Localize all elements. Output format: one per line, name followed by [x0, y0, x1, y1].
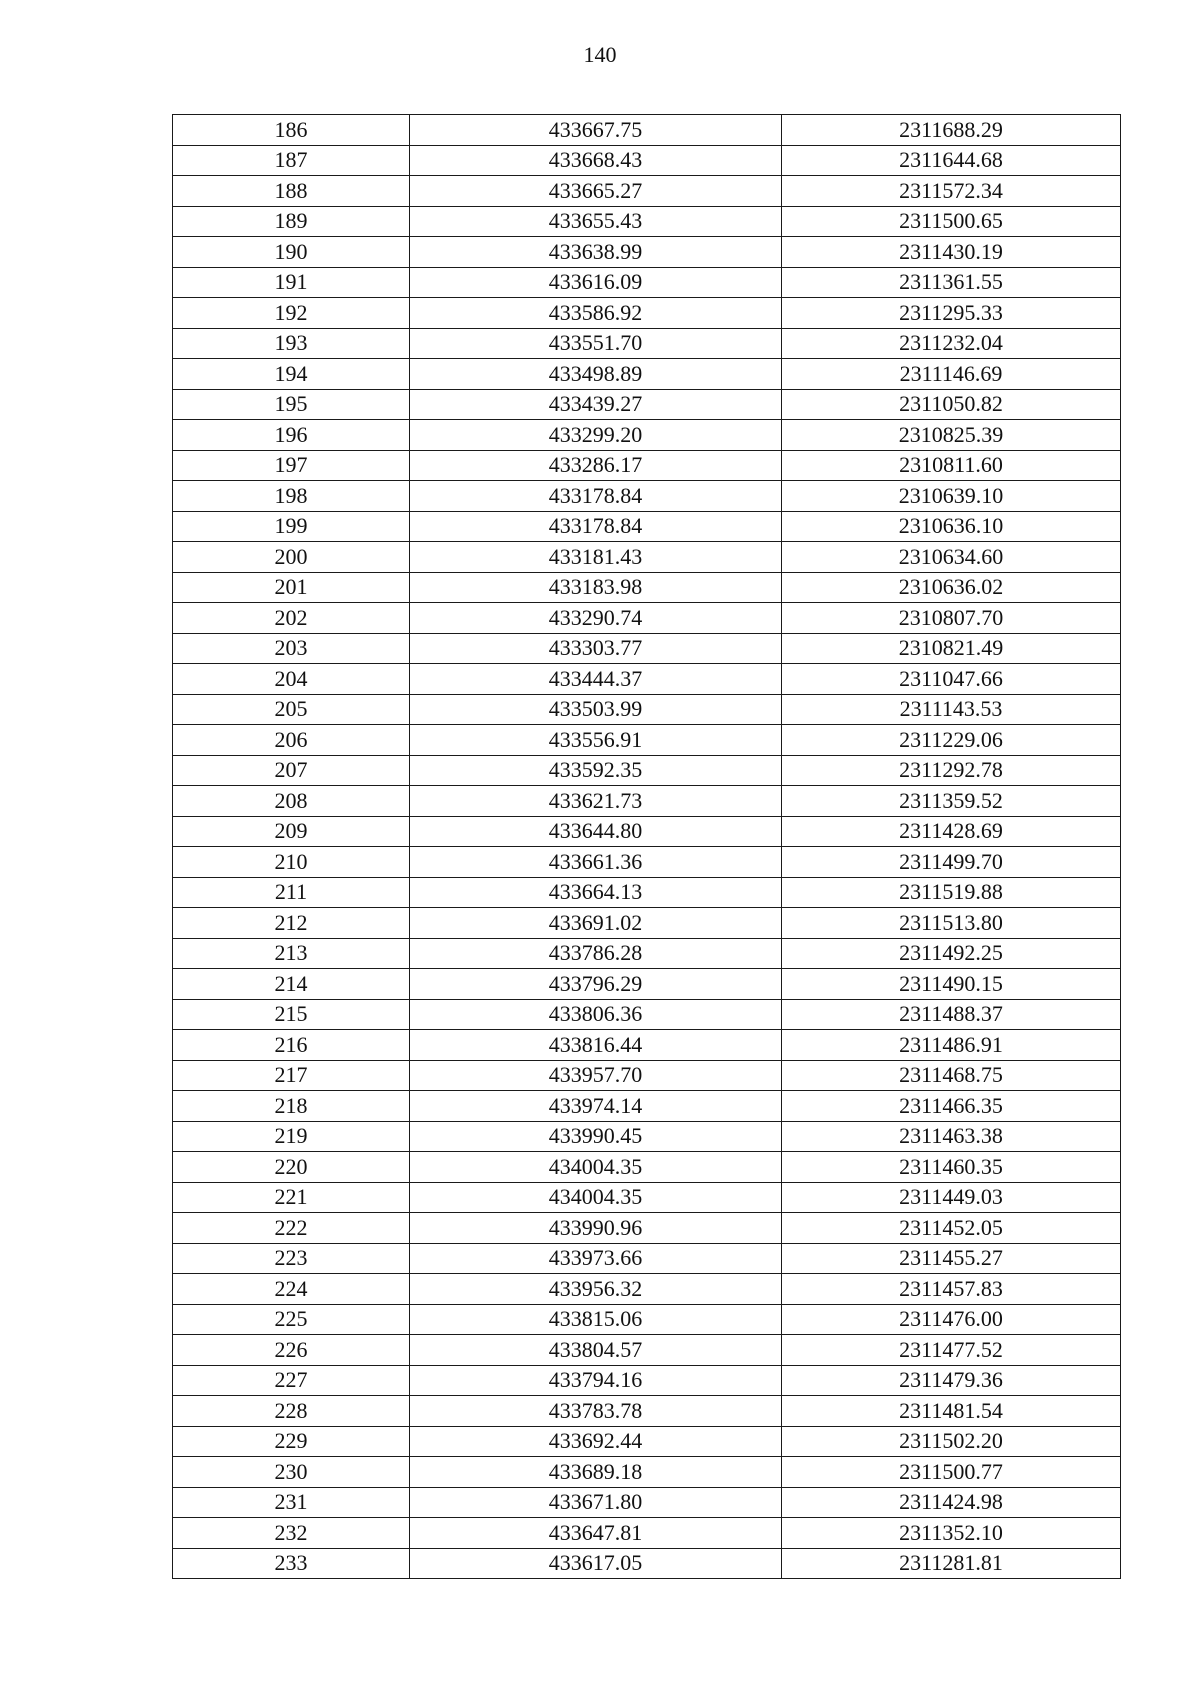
- table-row: [173, 633, 1121, 664]
- x-coordinate-cell: 433816.44: [410, 1030, 782, 1061]
- y-coordinate-cell: 2311455.27: [782, 1243, 1121, 1274]
- point-number-cell: 189: [173, 206, 410, 237]
- y-coordinate-cell: 2310807.70: [782, 603, 1121, 634]
- table-row: [173, 969, 1121, 1000]
- y-coordinate-cell: 2311229.06: [782, 725, 1121, 756]
- y-coordinate-cell: 2311502.20: [782, 1426, 1121, 1457]
- point-number-cell: 206: [173, 725, 410, 756]
- y-coordinate-cell: 2311481.54: [782, 1396, 1121, 1427]
- x-coordinate-cell: 433498.89: [410, 359, 782, 390]
- table-row: [173, 1457, 1121, 1488]
- y-coordinate-cell: 2311143.53: [782, 694, 1121, 725]
- table-row: [173, 694, 1121, 725]
- y-coordinate-cell: 2311468.75: [782, 1060, 1121, 1091]
- point-number-cell: 191: [173, 267, 410, 298]
- x-coordinate-cell: 433503.99: [410, 694, 782, 725]
- x-coordinate-cell: 433804.57: [410, 1335, 782, 1366]
- x-coordinate-cell: 433957.70: [410, 1060, 782, 1091]
- y-coordinate-cell: 2311499.70: [782, 847, 1121, 878]
- table-row: [173, 877, 1121, 908]
- point-number-cell: 224: [173, 1274, 410, 1305]
- point-number-cell: 210: [173, 847, 410, 878]
- y-coordinate-cell: 2311477.52: [782, 1335, 1121, 1366]
- point-number-cell: 186: [173, 115, 410, 146]
- x-coordinate-cell: 433178.84: [410, 481, 782, 512]
- y-coordinate-cell: 2310636.10: [782, 511, 1121, 542]
- x-coordinate-cell: 433661.36: [410, 847, 782, 878]
- y-coordinate-cell: 2311460.35: [782, 1152, 1121, 1183]
- x-coordinate-cell: 433956.32: [410, 1274, 782, 1305]
- table-row: [173, 908, 1121, 939]
- point-number-cell: 194: [173, 359, 410, 390]
- point-number-cell: 230: [173, 1457, 410, 1488]
- point-number-cell: 225: [173, 1304, 410, 1335]
- table-row: [173, 1548, 1121, 1579]
- y-coordinate-cell: 2311466.35: [782, 1091, 1121, 1122]
- y-coordinate-cell: 2311572.34: [782, 176, 1121, 207]
- y-coordinate-cell: 2311500.77: [782, 1457, 1121, 1488]
- point-number-cell: 229: [173, 1426, 410, 1457]
- y-coordinate-cell: 2311688.29: [782, 115, 1121, 146]
- x-coordinate-cell: 433691.02: [410, 908, 782, 939]
- x-coordinate-cell: 433974.14: [410, 1091, 782, 1122]
- table-row: [173, 1213, 1121, 1244]
- point-number-cell: 187: [173, 145, 410, 176]
- x-coordinate-cell: 433665.27: [410, 176, 782, 207]
- point-number-cell: 233: [173, 1548, 410, 1579]
- y-coordinate-cell: 2310821.49: [782, 633, 1121, 664]
- x-coordinate-cell: 433586.92: [410, 298, 782, 329]
- y-coordinate-cell: 2311352.10: [782, 1518, 1121, 1549]
- table-row: [173, 1274, 1121, 1305]
- point-number-cell: 212: [173, 908, 410, 939]
- x-coordinate-cell: 433551.70: [410, 328, 782, 359]
- point-number-cell: 190: [173, 237, 410, 268]
- x-coordinate-cell: 433617.05: [410, 1548, 782, 1579]
- x-coordinate-cell: 433668.43: [410, 145, 782, 176]
- point-number-cell: 202: [173, 603, 410, 634]
- point-number-cell: 218: [173, 1091, 410, 1122]
- point-number-cell: 228: [173, 1396, 410, 1427]
- point-number-cell: 205: [173, 694, 410, 725]
- y-coordinate-cell: 2311463.38: [782, 1121, 1121, 1152]
- x-coordinate-cell: 433439.27: [410, 389, 782, 420]
- point-number-cell: 222: [173, 1213, 410, 1244]
- y-coordinate-cell: 2311295.33: [782, 298, 1121, 329]
- point-number-cell: 199: [173, 511, 410, 542]
- x-coordinate-cell: 433556.91: [410, 725, 782, 756]
- y-coordinate-cell: 2310811.60: [782, 450, 1121, 481]
- y-coordinate-cell: 2311500.65: [782, 206, 1121, 237]
- x-coordinate-cell: 433973.66: [410, 1243, 782, 1274]
- table-row: [173, 328, 1121, 359]
- table-row: [173, 1152, 1121, 1183]
- table-row: [173, 450, 1121, 481]
- point-number-cell: 209: [173, 816, 410, 847]
- x-coordinate-cell: 433655.43: [410, 206, 782, 237]
- x-coordinate-cell: 433638.99: [410, 237, 782, 268]
- table-row: [173, 786, 1121, 817]
- table-row: [173, 298, 1121, 329]
- x-coordinate-cell: 433783.78: [410, 1396, 782, 1427]
- point-number-cell: 211: [173, 877, 410, 908]
- point-number-cell: 207: [173, 755, 410, 786]
- table-row: [173, 1396, 1121, 1427]
- x-coordinate-cell: 433592.35: [410, 755, 782, 786]
- coordinate-table-body: [173, 115, 1121, 1579]
- point-number-cell: 232: [173, 1518, 410, 1549]
- y-coordinate-cell: 2311476.00: [782, 1304, 1121, 1335]
- point-number-cell: 231: [173, 1487, 410, 1518]
- table-row: [173, 267, 1121, 298]
- x-coordinate-cell: 433647.81: [410, 1518, 782, 1549]
- table-row: [173, 1091, 1121, 1122]
- table-row: [173, 1243, 1121, 1274]
- table-row: [173, 176, 1121, 207]
- y-coordinate-cell: 2311479.36: [782, 1365, 1121, 1396]
- point-number-cell: 201: [173, 572, 410, 603]
- x-coordinate-cell: 433644.80: [410, 816, 782, 847]
- table-row: [173, 664, 1121, 695]
- table-row: [173, 511, 1121, 542]
- x-coordinate-cell: 433621.73: [410, 786, 782, 817]
- x-coordinate-cell: 433664.13: [410, 877, 782, 908]
- table-row: [173, 1426, 1121, 1457]
- table-row: [173, 542, 1121, 573]
- point-number-cell: 219: [173, 1121, 410, 1152]
- x-coordinate-cell: 434004.35: [410, 1182, 782, 1213]
- table-row: [173, 816, 1121, 847]
- y-coordinate-cell: 2311449.03: [782, 1182, 1121, 1213]
- x-coordinate-cell: 433692.44: [410, 1426, 782, 1457]
- y-coordinate-cell: 2311644.68: [782, 145, 1121, 176]
- y-coordinate-cell: 2311492.25: [782, 938, 1121, 969]
- x-coordinate-cell: 433794.16: [410, 1365, 782, 1396]
- table-row: [173, 1518, 1121, 1549]
- point-number-cell: 214: [173, 969, 410, 1000]
- table-row: [173, 1365, 1121, 1396]
- y-coordinate-cell: 2311050.82: [782, 389, 1121, 420]
- table-row: [173, 1030, 1121, 1061]
- table-row: [173, 1060, 1121, 1091]
- point-number-cell: 216: [173, 1030, 410, 1061]
- x-coordinate-cell: 433183.98: [410, 572, 782, 603]
- x-coordinate-cell: 433815.06: [410, 1304, 782, 1335]
- y-coordinate-cell: 2311359.52: [782, 786, 1121, 817]
- x-coordinate-cell: 433299.20: [410, 420, 782, 451]
- table-row: [173, 420, 1121, 451]
- y-coordinate-cell: 2311490.15: [782, 969, 1121, 1000]
- x-coordinate-cell: 433990.45: [410, 1121, 782, 1152]
- point-number-cell: 193: [173, 328, 410, 359]
- point-number-cell: 215: [173, 999, 410, 1030]
- y-coordinate-cell: 2310634.60: [782, 542, 1121, 573]
- point-number-cell: 195: [173, 389, 410, 420]
- point-number-cell: 221: [173, 1182, 410, 1213]
- y-coordinate-cell: 2311488.37: [782, 999, 1121, 1030]
- point-number-cell: 217: [173, 1060, 410, 1091]
- point-number-cell: 203: [173, 633, 410, 664]
- point-number-cell: 198: [173, 481, 410, 512]
- point-number-cell: 192: [173, 298, 410, 329]
- coordinate-table: [172, 114, 1121, 1579]
- y-coordinate-cell: 2311513.80: [782, 908, 1121, 939]
- x-coordinate-cell: 433671.80: [410, 1487, 782, 1518]
- y-coordinate-cell: 2311232.04: [782, 328, 1121, 359]
- y-coordinate-cell: 2311361.55: [782, 267, 1121, 298]
- x-coordinate-cell: 433181.43: [410, 542, 782, 573]
- x-coordinate-cell: 433806.36: [410, 999, 782, 1030]
- table-row: [173, 572, 1121, 603]
- table-row: [173, 999, 1121, 1030]
- y-coordinate-cell: 2311430.19: [782, 237, 1121, 268]
- point-number-cell: 208: [173, 786, 410, 817]
- page-number: 140: [583, 42, 617, 67]
- y-coordinate-cell: 2310636.02: [782, 572, 1121, 603]
- y-coordinate-cell: 2311486.91: [782, 1030, 1121, 1061]
- table-row: [173, 206, 1121, 237]
- point-number-cell: 200: [173, 542, 410, 573]
- y-coordinate-cell: 2311292.78: [782, 755, 1121, 786]
- table-row: [173, 145, 1121, 176]
- y-coordinate-cell: 2310639.10: [782, 481, 1121, 512]
- point-number-cell: 227: [173, 1365, 410, 1396]
- table-row: [173, 1335, 1121, 1366]
- x-coordinate-cell: 433990.96: [410, 1213, 782, 1244]
- table-row: [173, 389, 1121, 420]
- y-coordinate-cell: 2311047.66: [782, 664, 1121, 695]
- table-row: [173, 1487, 1121, 1518]
- x-coordinate-cell: 433290.74: [410, 603, 782, 634]
- table-row: [173, 359, 1121, 390]
- table-row: [173, 115, 1121, 146]
- point-number-cell: 226: [173, 1335, 410, 1366]
- table-row: [173, 1304, 1121, 1335]
- point-number-cell: 196: [173, 420, 410, 451]
- point-number-cell: 213: [173, 938, 410, 969]
- point-number-cell: 220: [173, 1152, 410, 1183]
- table-row: [173, 755, 1121, 786]
- x-coordinate-cell: 433689.18: [410, 1457, 782, 1488]
- table-row: [173, 237, 1121, 268]
- y-coordinate-cell: 2311146.69: [782, 359, 1121, 390]
- x-coordinate-cell: 433616.09: [410, 267, 782, 298]
- point-number-cell: 188: [173, 176, 410, 207]
- x-coordinate-cell: 433796.29: [410, 969, 782, 1000]
- table-row: [173, 603, 1121, 634]
- y-coordinate-cell: 2311428.69: [782, 816, 1121, 847]
- table-row: [173, 847, 1121, 878]
- point-number-cell: 197: [173, 450, 410, 481]
- point-number-cell: 223: [173, 1243, 410, 1274]
- y-coordinate-cell: 2311519.88: [782, 877, 1121, 908]
- y-coordinate-cell: 2311452.05: [782, 1213, 1121, 1244]
- point-number-cell: 204: [173, 664, 410, 695]
- y-coordinate-cell: 2311281.81: [782, 1548, 1121, 1579]
- y-coordinate-cell: 2310825.39: [782, 420, 1121, 451]
- x-coordinate-cell: 433286.17: [410, 450, 782, 481]
- x-coordinate-cell: 433303.77: [410, 633, 782, 664]
- table-row: [173, 1121, 1121, 1152]
- table-row: [173, 1182, 1121, 1213]
- x-coordinate-cell: 433444.37: [410, 664, 782, 695]
- x-coordinate-cell: 433178.84: [410, 511, 782, 542]
- table-row: [173, 725, 1121, 756]
- x-coordinate-cell: 433786.28: [410, 938, 782, 969]
- x-coordinate-cell: 433667.75: [410, 115, 782, 146]
- table-row: [173, 481, 1121, 512]
- y-coordinate-cell: 2311457.83: [782, 1274, 1121, 1305]
- x-coordinate-cell: 434004.35: [410, 1152, 782, 1183]
- table-row: [173, 938, 1121, 969]
- y-coordinate-cell: 2311424.98: [782, 1487, 1121, 1518]
